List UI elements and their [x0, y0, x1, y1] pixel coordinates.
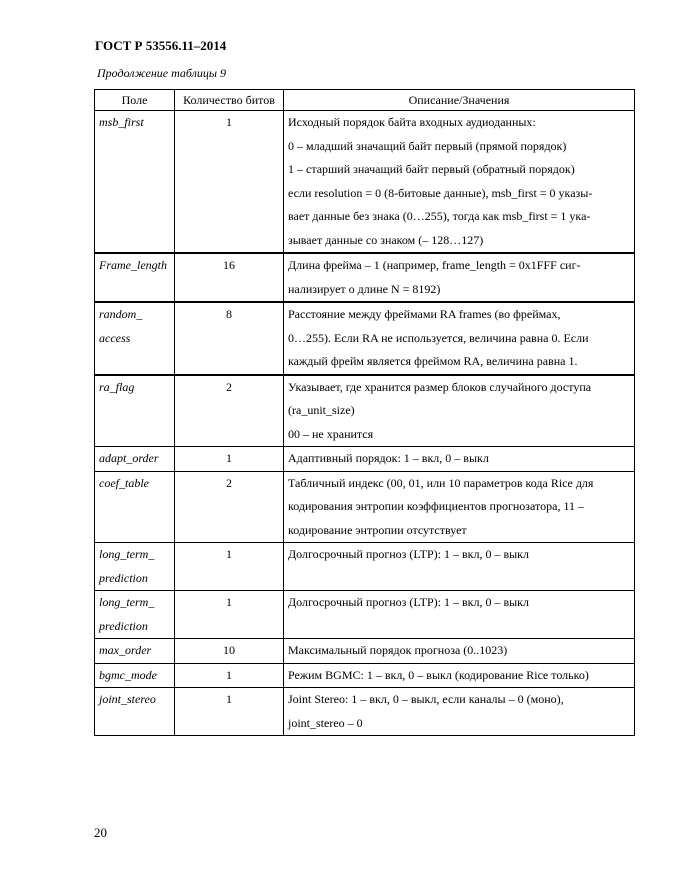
description-line: Указывает, где хранится размер блоков случайного доступа: [288, 379, 592, 394]
page-number: 20: [94, 825, 107, 840]
bit-count-cell: 1: [175, 111, 284, 254]
table-row: [95, 639, 635, 664]
field-name-part: access: [99, 330, 131, 345]
description-cell: [284, 688, 635, 736]
description-cell: [284, 302, 635, 375]
bit-count-cell: 1: [175, 688, 284, 736]
table-row: [95, 543, 635, 591]
description-line: кодирования энтропии коэффициентов прогнозатора, 11 –: [288, 499, 585, 513]
description-line: 1 – старший значащий байт первый (обратный порядок): [288, 162, 575, 176]
description-line: Joint Stereo: 1 – вкл, 0 – выкл, если каналы – 0 (моно),: [288, 692, 564, 706]
field-name-part: long_term_: [99, 595, 155, 609]
field-name-part: random_: [99, 307, 143, 321]
description-line: 0 – младший значащий байт первый (прямой порядок): [288, 138, 567, 153]
field-name-part: long_term_: [99, 547, 155, 561]
bit-count-cell: 2: [175, 375, 284, 447]
description-line: 0…255). Если RA не используется, величина равна 0. Если: [288, 330, 589, 345]
description-cell: [284, 375, 635, 447]
description-cell: [284, 663, 635, 688]
table-row: [95, 253, 635, 302]
field-name-part: prediction: [99, 618, 148, 633]
parameters-table: [94, 89, 635, 736]
description-line: Табличный индекс (00, 01, или 10 параметров кода Rice для: [288, 475, 594, 490]
column-header-field: Поле: [95, 90, 175, 111]
description-line: Исходный порядок байта входных аудиоданных:: [288, 115, 536, 129]
field-name-cell: [95, 543, 175, 591]
field-name-part: prediction: [99, 570, 148, 585]
bit-count-cell: 1: [175, 591, 284, 639]
field-name-cell: bgmc_mode: [95, 663, 175, 688]
table-row: [95, 302, 635, 375]
document-header: ГОСТ Р 53556.11–2014: [95, 38, 227, 53]
column-header-description: Описание/Значения: [284, 90, 635, 111]
description-cell: [284, 447, 635, 472]
field-name-cell: [95, 302, 175, 375]
bit-count-cell: 1: [175, 663, 284, 688]
column-header-bits: Количество битов: [175, 90, 284, 111]
description-cell: [284, 253, 635, 302]
table-row: [95, 375, 635, 447]
description-line: нализирует о длине N = 8192): [288, 281, 441, 296]
description-line: Долгосрочный прогноз (LTP): 1 – вкл, 0 – выкл: [288, 547, 529, 561]
field-name-cell: msb_first: [95, 111, 175, 254]
field-name-cell: ra_flag: [95, 375, 175, 447]
description-line: Длина фрейма – 1 (например, frame_length = 0x1FFF сиг-: [288, 258, 581, 272]
bit-count-cell: 10: [175, 639, 284, 664]
field-name-cell: max_order: [95, 639, 175, 664]
description-line: (ra_unit_size): [288, 403, 355, 417]
description-line: зывает данные со знаком (– 128…127): [288, 232, 484, 247]
description-line: если resolution = 0 (8-битовые данные), msb_first = 0 указы-: [288, 185, 593, 200]
field-name-cell: coef_table: [95, 471, 175, 543]
description-line: вает данные без знака (0…255), тогда как msb_first = 1 ука-: [288, 209, 591, 223]
bit-count-cell: 1: [175, 447, 284, 472]
description-cell: [284, 591, 635, 639]
bit-count-cell: 16: [175, 253, 284, 302]
description-line: Максимальный порядок прогноза (0..1023): [288, 643, 508, 657]
description-line: Адаптивный порядок: 1 – вкл, 0 – выкл: [288, 451, 489, 465]
description-line: Режим BGMC: 1 – вкл, 0 – выкл (кодирование Rice только): [288, 667, 589, 682]
field-name-cell: [95, 591, 175, 639]
field-name-cell: adapt_order: [95, 447, 175, 472]
description-line: каждый фрейм является фреймом RA, величина равна 1.: [288, 354, 578, 368]
description-line: Расстояние между фреймами RA frames (во фреймах,: [288, 307, 561, 321]
bit-count-cell: 1: [175, 543, 284, 591]
bit-count-cell: 2: [175, 471, 284, 543]
bit-count-cell: 8: [175, 302, 284, 375]
description-line: 00 – не хранится: [288, 426, 374, 441]
table-row: [95, 111, 635, 254]
table-row: [95, 663, 635, 688]
table-row: [95, 591, 635, 639]
table-continuation-caption: Продолжение таблицы 9: [97, 66, 227, 80]
table-row: [95, 688, 635, 736]
description-line: Долгосрочный прогноз (LTP): 1 – вкл, 0 – выкл: [288, 595, 529, 609]
table-row: [95, 447, 635, 472]
description-cell: [284, 111, 635, 254]
field-name-cell: joint_stereo: [95, 688, 175, 736]
field-name-cell: Frame_length: [95, 253, 175, 302]
table-header-row: [95, 90, 635, 111]
description-cell: [284, 471, 635, 543]
table-row: [95, 471, 635, 543]
description-line: кодирование энтропии отсутствует: [288, 522, 467, 537]
description-line: joint_stereo – 0: [288, 715, 363, 730]
description-cell: [284, 543, 635, 591]
description-cell: [284, 639, 635, 664]
